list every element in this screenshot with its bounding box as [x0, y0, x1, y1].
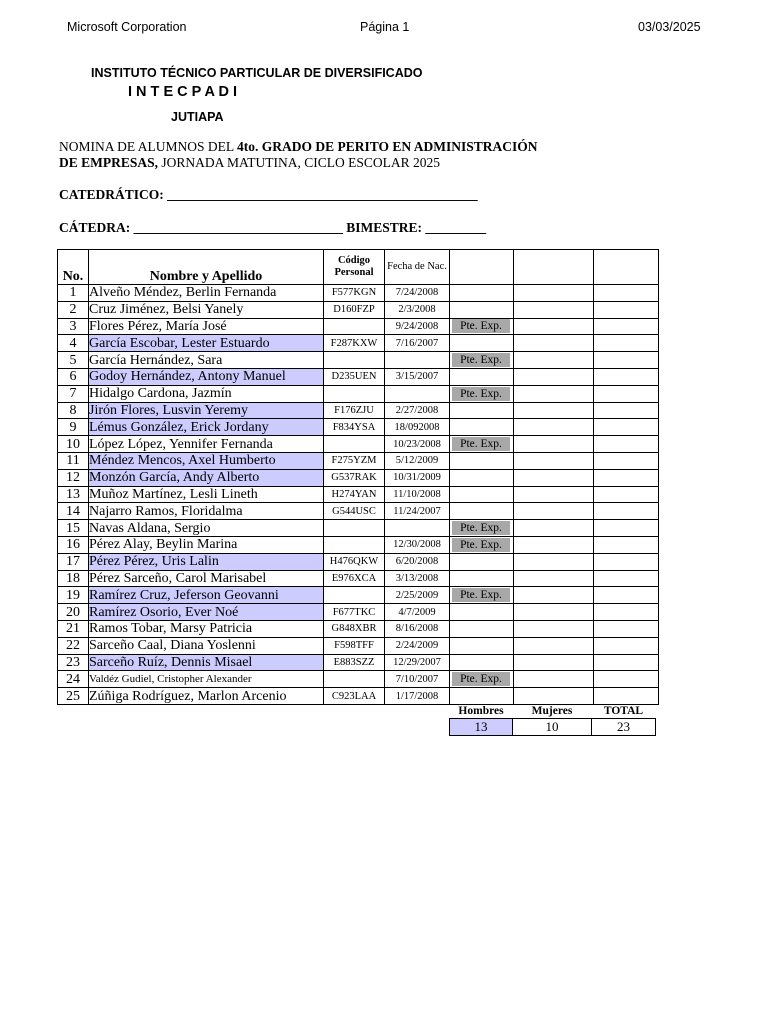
student-name: Pérez Sarceño, Carol Marisabel [89, 570, 324, 587]
student-extra-cell [594, 520, 659, 537]
student-status-cell [450, 385, 514, 402]
student-extra-cell [514, 503, 594, 520]
student-code [324, 352, 385, 369]
student-roster-table [57, 249, 659, 705]
table-row [58, 570, 659, 587]
institution-acronym: I N T E C P A D I [128, 84, 238, 100]
student-extra-cell [514, 368, 594, 385]
student-extra-cell [514, 301, 594, 318]
student-name: Lémus González, Erick Jordany [89, 419, 324, 436]
student-extra-cell [514, 486, 594, 503]
totals-value-row [450, 719, 656, 736]
student-extra-cell [594, 503, 659, 520]
student-name: López López, Yennifer Fernanda [89, 436, 324, 453]
student-extra-cell [594, 688, 659, 705]
student-extra-cell [514, 402, 594, 419]
student-code: E883SZZ [324, 654, 385, 671]
pending-file-badge: Pte. Exp. [452, 437, 510, 451]
title-session: JORNADA MATUTINA, CICLO ESCOLAR 2025 [158, 155, 441, 170]
student-status-cell [450, 285, 514, 302]
student-birthdate: 2/3/2008 [385, 301, 450, 318]
student-extra-cell [514, 335, 594, 352]
pending-file-badge: Pte. Exp. [452, 588, 510, 602]
student-extra-cell [594, 570, 659, 587]
student-extra-cell [514, 419, 594, 436]
student-code: H476QKW [324, 553, 385, 570]
student-status-cell [450, 352, 514, 369]
student-extra-cell [514, 469, 594, 486]
page-header-page-number: Página 1 [360, 20, 410, 34]
student-status-cell [450, 570, 514, 587]
student-extra-cell [514, 587, 594, 604]
student-name: Alveño Méndez, Berlin Fernanda [89, 285, 324, 302]
student-extra-cell [594, 654, 659, 671]
student-code: G848XBR [324, 620, 385, 637]
student-birthdate: 7/10/2007 [385, 671, 450, 688]
student-name: Pérez Alay, Beylin Marina [89, 536, 324, 553]
student-code: G544USC [324, 503, 385, 520]
student-code: F577KGN [324, 285, 385, 302]
student-extra-cell [514, 285, 594, 302]
table-row [58, 368, 659, 385]
student-extra-cell [514, 637, 594, 654]
women-count: 10 [513, 719, 592, 736]
table-header-row [58, 250, 659, 285]
student-number: 24 [58, 671, 89, 688]
pending-file-badge: Pte. Exp. [452, 672, 510, 686]
student-code [324, 520, 385, 537]
student-number: 25 [58, 688, 89, 705]
student-birthdate: 1/17/2008 [385, 688, 450, 705]
student-code [324, 671, 385, 688]
student-extra-cell [594, 671, 659, 688]
pending-file-badge: Pte. Exp. [452, 387, 510, 401]
student-extra-cell [514, 318, 594, 335]
student-extra-cell [594, 368, 659, 385]
table-row [58, 385, 659, 402]
student-status-cell [450, 436, 514, 453]
student-extra-cell [514, 352, 594, 369]
student-extra-cell [594, 402, 659, 419]
student-status-cell [450, 553, 514, 570]
student-birthdate: 3/13/2008 [385, 570, 450, 587]
column-header-name: Nombre y Apellido [89, 250, 324, 285]
student-extra-cell [514, 436, 594, 453]
student-extra-cell [514, 604, 594, 621]
men-label: Hombres [458, 704, 504, 717]
student-name: Muñoz Martínez, Lesli Lineth [89, 486, 324, 503]
table-row [58, 419, 659, 436]
student-name: Sarceño Caal, Diana Yoslenni [89, 637, 324, 654]
student-extra-cell [594, 301, 659, 318]
student-birthdate: 11/24/2007 [385, 503, 450, 520]
column-header-extra-2 [514, 250, 594, 285]
pending-file-badge: Pte. Exp. [452, 353, 510, 367]
student-number: 23 [58, 654, 89, 671]
student-number: 15 [58, 520, 89, 537]
student-status-cell [450, 503, 514, 520]
student-birthdate: 18/092008 [385, 419, 450, 436]
student-extra-cell [594, 536, 659, 553]
table-row [58, 536, 659, 553]
table-row [58, 553, 659, 570]
student-status-cell [450, 402, 514, 419]
student-code: F287KXW [324, 335, 385, 352]
student-number: 5 [58, 352, 89, 369]
student-code: G537RAK [324, 469, 385, 486]
column-header-extra-1 [450, 250, 514, 285]
student-number: 12 [58, 469, 89, 486]
bimestre-label: BIMESTRE: _________ [346, 220, 487, 235]
student-code: H274YAN [324, 486, 385, 503]
totals-table [449, 703, 656, 736]
student-name: Pérez Pérez, Uris Lalin [89, 553, 324, 570]
student-name: Ramírez Osorio, Ever Noé [89, 604, 324, 621]
student-code: E976XCA [324, 570, 385, 587]
student-number: 13 [58, 486, 89, 503]
table-row [58, 402, 659, 419]
student-number: 2 [58, 301, 89, 318]
student-extra-cell [594, 436, 659, 453]
student-number: 10 [58, 436, 89, 453]
page-header-date: 03/03/2025 [638, 20, 701, 34]
table-row [58, 335, 659, 352]
title-career: DE EMPRESAS, [59, 155, 159, 170]
student-extra-cell [594, 469, 659, 486]
institution-city: JUTIAPA [171, 110, 224, 124]
student-number: 8 [58, 402, 89, 419]
student-extra-cell [594, 385, 659, 402]
student-birthdate [385, 352, 450, 369]
student-name: García Hernández, Sara [89, 352, 324, 369]
table-row [58, 301, 659, 318]
student-extra-cell [594, 486, 659, 503]
student-number: 3 [58, 318, 89, 335]
student-name: Ramos Tobar, Marsy Patricia [89, 620, 324, 637]
column-header-birthdate: Fecha de Nac. [385, 250, 450, 285]
institution-name: INSTITUTO TÉCNICO PARTICULAR DE DIVERSIFICADO [91, 66, 423, 80]
student-status-cell [450, 587, 514, 604]
student-number: 9 [58, 419, 89, 436]
student-extra-cell [514, 452, 594, 469]
student-name: Méndez Mencos, Axel Humberto [89, 452, 324, 469]
student-extra-cell [594, 452, 659, 469]
student-status-cell [450, 335, 514, 352]
table-row [58, 352, 659, 369]
student-name: Ramírez Cruz, Jeferson Geovanni [89, 587, 324, 604]
student-extra-cell [594, 335, 659, 352]
table-row [58, 503, 659, 520]
title-prefix: NOMINA DE ALUMNOS DEL [59, 139, 237, 154]
student-extra-cell [594, 285, 659, 302]
student-birthdate: 9/24/2008 [385, 318, 450, 335]
table-row [58, 671, 659, 688]
student-number: 22 [58, 637, 89, 654]
table-row [58, 587, 659, 604]
student-status-cell [450, 486, 514, 503]
column-header-code: Código Personal [324, 250, 385, 285]
student-extra-cell [514, 654, 594, 671]
student-code: D160FZP [324, 301, 385, 318]
student-code: F677TKC [324, 604, 385, 621]
student-name: Najarro Ramos, Floridalma [89, 503, 324, 520]
catedra-label: CÁTEDRA: _______________________________ [59, 220, 343, 235]
student-status-cell [450, 637, 514, 654]
student-name: Hidalgo Cardona, Jazmín [89, 385, 324, 402]
student-code: F176ZJU [324, 402, 385, 419]
totals-label-row [450, 703, 656, 719]
student-birthdate: 2/24/2009 [385, 637, 450, 654]
student-birthdate: 2/25/2009 [385, 587, 450, 604]
student-birthdate: 6/20/2008 [385, 553, 450, 570]
student-number: 14 [58, 503, 89, 520]
student-code: F834YSA [324, 419, 385, 436]
student-extra-cell [594, 419, 659, 436]
student-birthdate: 7/16/2007 [385, 335, 450, 352]
table-row [58, 285, 659, 302]
student-number: 4 [58, 335, 89, 352]
student-status-cell [450, 368, 514, 385]
student-status-cell [450, 654, 514, 671]
student-extra-cell [514, 620, 594, 637]
student-name: Jirón Flores, Lusvin Yeremy [89, 402, 324, 419]
student-name: Godoy Hernández, Antony Manuel [89, 368, 324, 385]
student-status-cell [450, 452, 514, 469]
student-name: Navas Aldana, Sergio [89, 520, 324, 537]
men-count: 13 [450, 719, 513, 736]
table-row [58, 469, 659, 486]
student-code [324, 318, 385, 335]
table-row [58, 654, 659, 671]
student-status-cell [450, 688, 514, 705]
table-row [58, 604, 659, 621]
student-number: 18 [58, 570, 89, 587]
student-birthdate: 10/23/2008 [385, 436, 450, 453]
student-extra-cell [594, 620, 659, 637]
student-status-cell [450, 520, 514, 537]
student-code: F598TFF [324, 637, 385, 654]
document-title-line-1 [59, 139, 538, 155]
student-status-cell [450, 620, 514, 637]
student-status-cell [450, 301, 514, 318]
table-row [58, 452, 659, 469]
table-row [58, 318, 659, 335]
student-code: C923LAA [324, 688, 385, 705]
table-row [58, 486, 659, 503]
student-number: 1 [58, 285, 89, 302]
student-number: 7 [58, 385, 89, 402]
student-number: 11 [58, 452, 89, 469]
women-label: Mujeres [531, 704, 573, 717]
student-birthdate: 2/27/2008 [385, 402, 450, 419]
student-extra-cell [514, 671, 594, 688]
student-status-cell [450, 469, 514, 486]
student-extra-cell [514, 553, 594, 570]
student-code [324, 385, 385, 402]
pending-file-badge: Pte. Exp. [452, 538, 510, 552]
student-birthdate: 5/12/2009 [385, 452, 450, 469]
student-number: 6 [58, 368, 89, 385]
student-extra-cell [594, 587, 659, 604]
total-count: 23 [592, 719, 656, 736]
student-birthdate: 7/24/2008 [385, 285, 450, 302]
student-number: 17 [58, 553, 89, 570]
student-extra-cell [514, 570, 594, 587]
student-number: 19 [58, 587, 89, 604]
student-code: D235UEN [324, 368, 385, 385]
table-row [58, 637, 659, 654]
catedra-field [59, 220, 486, 236]
student-name: Zúñiga Rodríguez, Marlon Arcenio [89, 688, 324, 705]
pending-file-badge: Pte. Exp. [452, 521, 510, 535]
student-birthdate: 3/15/2007 [385, 368, 450, 385]
student-number: 21 [58, 620, 89, 637]
student-name: Cruz Jiménez, Belsi Yanely [89, 301, 324, 318]
student-name: Valdéz Gudiel, Cristopher Alexander [89, 671, 324, 688]
student-extra-cell [594, 352, 659, 369]
student-number: 20 [58, 604, 89, 621]
student-name: García Escobar, Lester Estuardo [89, 335, 324, 352]
student-status-cell [450, 318, 514, 335]
table-row [58, 436, 659, 453]
total-label: TOTAL [603, 704, 644, 717]
student-birthdate: 4/7/2009 [385, 604, 450, 621]
student-birthdate [385, 385, 450, 402]
pending-file-badge: Pte. Exp. [452, 319, 510, 333]
student-birthdate: 10/31/2009 [385, 469, 450, 486]
student-code [324, 436, 385, 453]
student-birthdate: 8/16/2008 [385, 620, 450, 637]
student-extra-cell [514, 385, 594, 402]
column-header-extra-3 [594, 250, 659, 285]
table-row [58, 688, 659, 705]
column-header-no: No. [58, 250, 89, 285]
student-code [324, 587, 385, 604]
student-birthdate: 12/30/2008 [385, 536, 450, 553]
student-extra-cell [514, 536, 594, 553]
student-code: F275YZM [324, 452, 385, 469]
student-extra-cell [594, 553, 659, 570]
student-status-cell [450, 671, 514, 688]
student-name: Monzón García, Andy Alberto [89, 469, 324, 486]
student-code [324, 536, 385, 553]
table-row [58, 520, 659, 537]
student-birthdate [385, 520, 450, 537]
student-status-cell [450, 604, 514, 621]
student-extra-cell [594, 637, 659, 654]
student-extra-cell [514, 688, 594, 705]
student-birthdate: 11/10/2008 [385, 486, 450, 503]
page-header-company: Microsoft Corporation [67, 20, 187, 34]
student-extra-cell [514, 520, 594, 537]
catedratico-field: CATEDRÁTICO: ______________________________________________ [59, 187, 478, 202]
student-number: 16 [58, 536, 89, 553]
student-status-cell [450, 536, 514, 553]
student-name: Sarceño Ruíz, Dennis Misael [89, 654, 324, 671]
document-title-line-2 [59, 155, 440, 171]
student-extra-cell [594, 318, 659, 335]
student-birthdate: 12/29/2007 [385, 654, 450, 671]
student-status-cell [450, 419, 514, 436]
student-extra-cell [594, 604, 659, 621]
student-name: Flores Pérez, María José [89, 318, 324, 335]
table-row [58, 620, 659, 637]
title-grade: 4to. GRADO DE PERITO EN ADMINISTRACIÓN [237, 139, 538, 154]
